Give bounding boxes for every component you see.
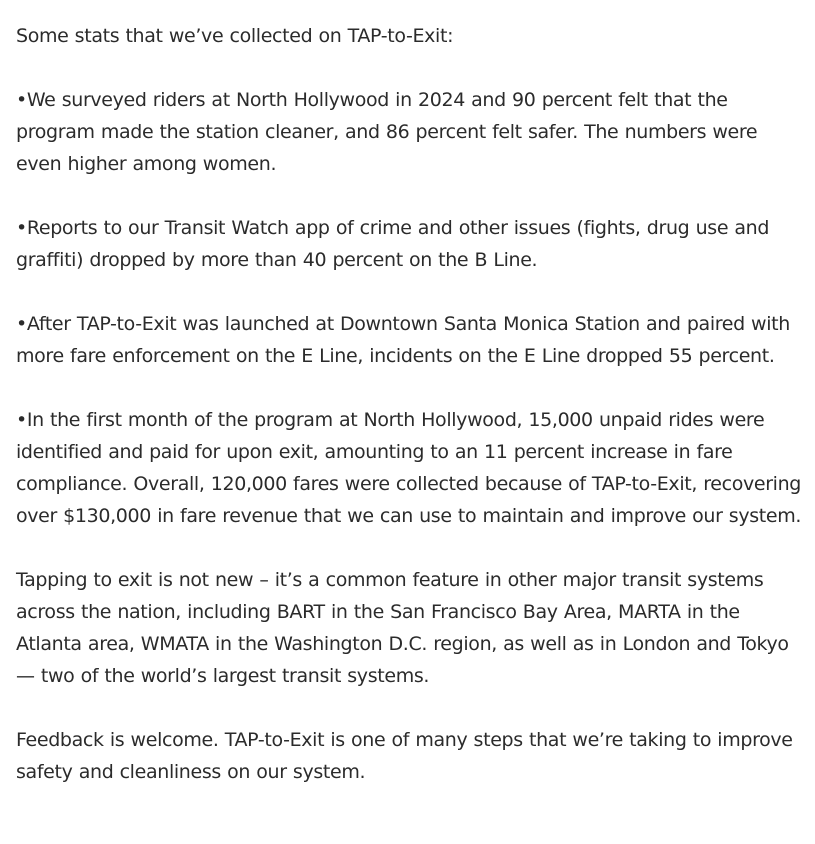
stat-bullet-transit-watch: •Reports to our Transit Watch app of crime and other issues (fights, drug use and graffiti) dropped by more than 40 percent on the B Line. — [16, 217, 770, 271]
article-body — [16, 20, 806, 788]
closing-paragraph: Feedback is welcome. TAP-to-Exit is one of many steps that we’re taking to improve safety and cleanliness on our system. — [16, 729, 793, 783]
context-paragraph: Tapping to exit is not new – it’s a common feature in other major transit systems across the nation, including BART in the San Francisco Bay Area, MARTA in the Atlanta area, WMATA in the Washington D.C. region, as well as in London and Tokyo — two of the world’s largest transit systems. — [16, 569, 789, 687]
stat-bullet-fare-compliance: •In the first month of the program at North Hollywood, 15,000 unpaid rides were identified and paid for upon exit, amounting to an 11 percent increase in fare compliance. Overall, 120,000 fares were collected because of TAP-to-Exit, recovering over $130,000 in fare revenue that we can use to maintain and improve our system. — [16, 409, 802, 527]
stat-bullet-survey: •We surveyed riders at North Hollywood in 2024 and 90 percent felt that the program made the station cleaner, and 86 percent felt safer. The numbers were even higher among women. — [16, 89, 758, 175]
stat-bullet-santa-monica: •After TAP-to-Exit was launched at Downtown Santa Monica Station and paired with more fare enforcement on the E Line, incidents on the E Line dropped 55 percent. — [16, 313, 790, 367]
intro-paragraph: Some stats that we’ve collected on TAP-to-Exit: — [16, 25, 454, 47]
